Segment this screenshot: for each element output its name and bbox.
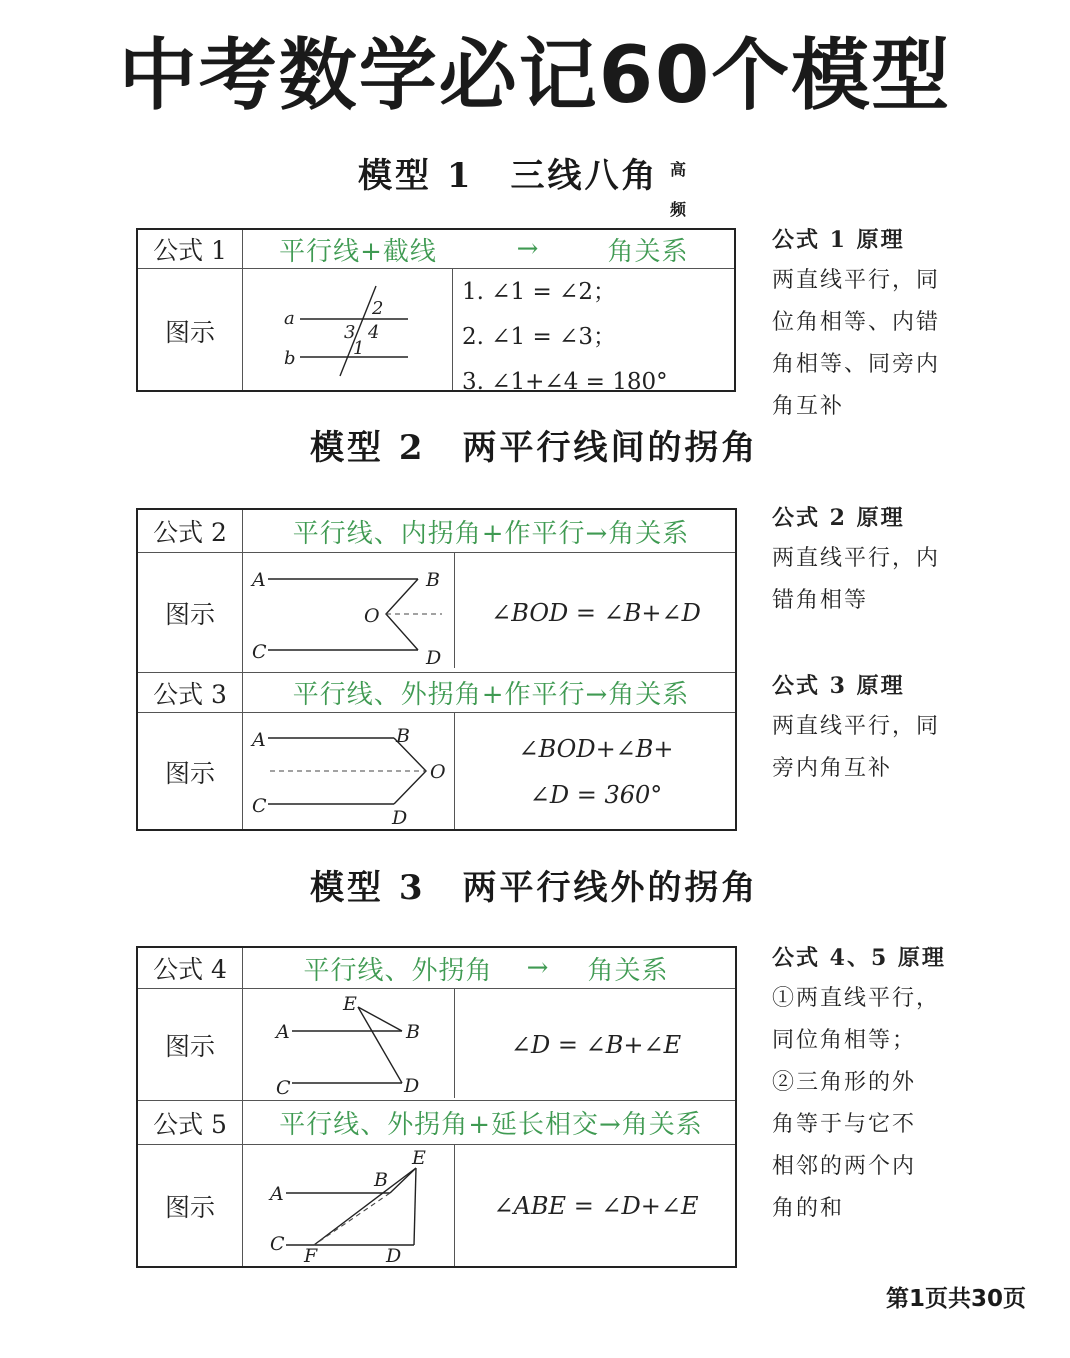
- model-3-heading: [310, 868, 759, 908]
- fig2-label-d: D: [426, 647, 442, 669]
- formula-1-table: [136, 228, 736, 395]
- formula-4-diagram-label: 图示: [164, 1032, 215, 1061]
- fig1-label-3: 3: [344, 322, 356, 343]
- formula-4-label: 公式 4: [153, 955, 227, 984]
- formula-3-principle-title: 公式 3 原理: [772, 673, 905, 699]
- fig1-label-4: 4: [368, 322, 380, 343]
- outer-bend-figure: [246, 716, 452, 828]
- formula-4-relation-left: 平行线、外拐角: [303, 955, 493, 986]
- formula-4-arrow: →: [526, 953, 550, 983]
- model-2-heading-text: 模型 2 两平行线间的拐角: [310, 428, 759, 468]
- model-3-heading-text: 模型 3 两平行线外的拐角: [310, 868, 759, 908]
- fig1-label-b: b: [284, 348, 296, 369]
- formula-1-label: 公式 1: [153, 236, 227, 265]
- formula-1-principle-title: 公式 1 原理: [772, 227, 905, 253]
- formula-1-diagram-label: 图示: [164, 318, 215, 347]
- principle-line: 位角相等、内错: [772, 310, 941, 335]
- formula-3-principle: [772, 666, 940, 790]
- formula-2-principle: [772, 498, 940, 622]
- model-1-heading-text: 模型 1 三线八角: [358, 156, 659, 196]
- principle-line: 角互补: [772, 394, 845, 419]
- three-lines-eight-angles-figure: [248, 272, 448, 390]
- page-title: 中考数学必记60个模型: [118, 31, 952, 121]
- fig2-label-a: A: [252, 569, 266, 591]
- fig4-label-d: D: [404, 1075, 420, 1097]
- formula-3-result-line-2: ∠D = 360°: [529, 780, 663, 809]
- formula-4-relation-right: 角关系: [587, 955, 669, 986]
- model-2-heading: [310, 428, 759, 468]
- fig4-label-a: A: [276, 1021, 290, 1043]
- formula-1-result-2: 2. ∠1 = ∠3；: [462, 324, 616, 350]
- formula-2-result-text: ∠BOD = ∠B+∠D: [491, 599, 701, 627]
- high-frequency-tag: 高频: [670, 160, 687, 219]
- formula-2-principle-title: 公式 2 原理: [772, 505, 905, 531]
- formula-2-result: [456, 554, 736, 672]
- fig4-label-c: C: [276, 1077, 291, 1099]
- fig3-label-a: A: [252, 729, 266, 751]
- principle-line: 两直线平行，同: [772, 714, 941, 739]
- principle-line: 同位角相等；: [772, 1028, 917, 1053]
- model-1-heading: [358, 156, 687, 219]
- formula-2-label: 公式 2: [153, 518, 227, 547]
- outer-bend-outside-figure: [246, 990, 452, 1100]
- fig5-line-ed: [414, 1168, 416, 1245]
- fig4-label-b: B: [406, 1021, 420, 1043]
- formula-1-principle: [772, 220, 940, 428]
- formula-1-relation-right: 角关系: [607, 236, 689, 267]
- fig3-label-c: C: [252, 795, 267, 817]
- principle-line: 两直线平行，同: [772, 268, 941, 293]
- formula-4-result: [456, 990, 736, 1100]
- formula-2-relation: 平行线、内拐角+作平行→角关系: [292, 518, 690, 549]
- principle-line: 两直线平行，内: [772, 546, 941, 571]
- formula-4-5-table: [136, 946, 737, 1268]
- formula-4-5-principle-title: 公式 4、5 原理: [772, 945, 946, 971]
- principle-line: ①两直线平行，: [772, 986, 941, 1011]
- formula-1-result-1: 1. ∠1 = ∠2；: [462, 279, 616, 305]
- fig5-label-e: E: [412, 1147, 426, 1169]
- fig1-label-2: 2: [372, 298, 384, 319]
- formula-1-results: [454, 270, 734, 405]
- page-number: 第1页共30页: [885, 1286, 1026, 1312]
- formula-4-result-text: ∠D = ∠B+∠E: [510, 1031, 682, 1059]
- principle-line: 错角相等: [772, 588, 869, 613]
- formula-5-relation: 平行线、外拐角+延长相交→角关系: [279, 1110, 703, 1140]
- principle-line: 角的和: [772, 1196, 845, 1221]
- formula-3-diagram-label: 图示: [164, 758, 215, 788]
- formula-5-result-text: ∠ABE = ∠D+∠E: [493, 1192, 699, 1220]
- formula-3-result-line-1: ∠BOD+∠B+: [518, 734, 674, 763]
- fig5-label-b: B: [374, 1169, 388, 1191]
- fig5-label-c: C: [270, 1233, 285, 1255]
- fig3-label-o: O: [430, 761, 446, 783]
- formula-2-3-table: [136, 508, 737, 831]
- formula-3-relation: 平行线、外拐角+作平行→角关系: [292, 680, 690, 710]
- fig5-line-ef: [314, 1168, 416, 1245]
- fig1-label-a: a: [284, 308, 295, 329]
- principle-line: 角等于与它不: [772, 1112, 917, 1137]
- principle-line: 相邻的两个内: [772, 1154, 917, 1179]
- fig1-label-1: 1: [353, 338, 365, 359]
- formula-4-5-principle: [772, 938, 946, 1230]
- principle-line: 旁内角互补: [772, 756, 893, 781]
- formula-1-relation-left: 平行线+截线: [279, 236, 437, 267]
- principle-line: ②三角形的外: [772, 1070, 917, 1095]
- extended-intersection-figure: [246, 1146, 452, 1266]
- fig2-label-o: O: [364, 605, 380, 627]
- fig5-label-f: F: [304, 1245, 318, 1266]
- fig5-label-d: D: [386, 1245, 402, 1266]
- formula-5-diagram-label: 图示: [164, 1193, 215, 1222]
- fig3-label-b: B: [396, 725, 410, 747]
- formula-2-diagram-label: 图示: [164, 600, 215, 629]
- formula-5-result: [456, 1146, 736, 1266]
- fig5-label-a: A: [270, 1183, 284, 1205]
- fig3-label-d: D: [392, 807, 408, 828]
- principle-line: 角相等、同旁内: [772, 352, 941, 377]
- fig2-label-b: B: [426, 569, 440, 591]
- fig2-label-c: C: [252, 641, 267, 663]
- formula-1-result-3: 3. ∠1+∠4 = 180°: [462, 369, 668, 395]
- fig4-label-e: E: [343, 993, 357, 1015]
- formula-3-label: 公式 3: [153, 679, 227, 709]
- formula-3-result: [456, 714, 736, 829]
- formula-5-label: 公式 5: [153, 1109, 227, 1139]
- formula-1-arrow: →: [516, 234, 540, 264]
- inner-bend-figure: [246, 556, 452, 670]
